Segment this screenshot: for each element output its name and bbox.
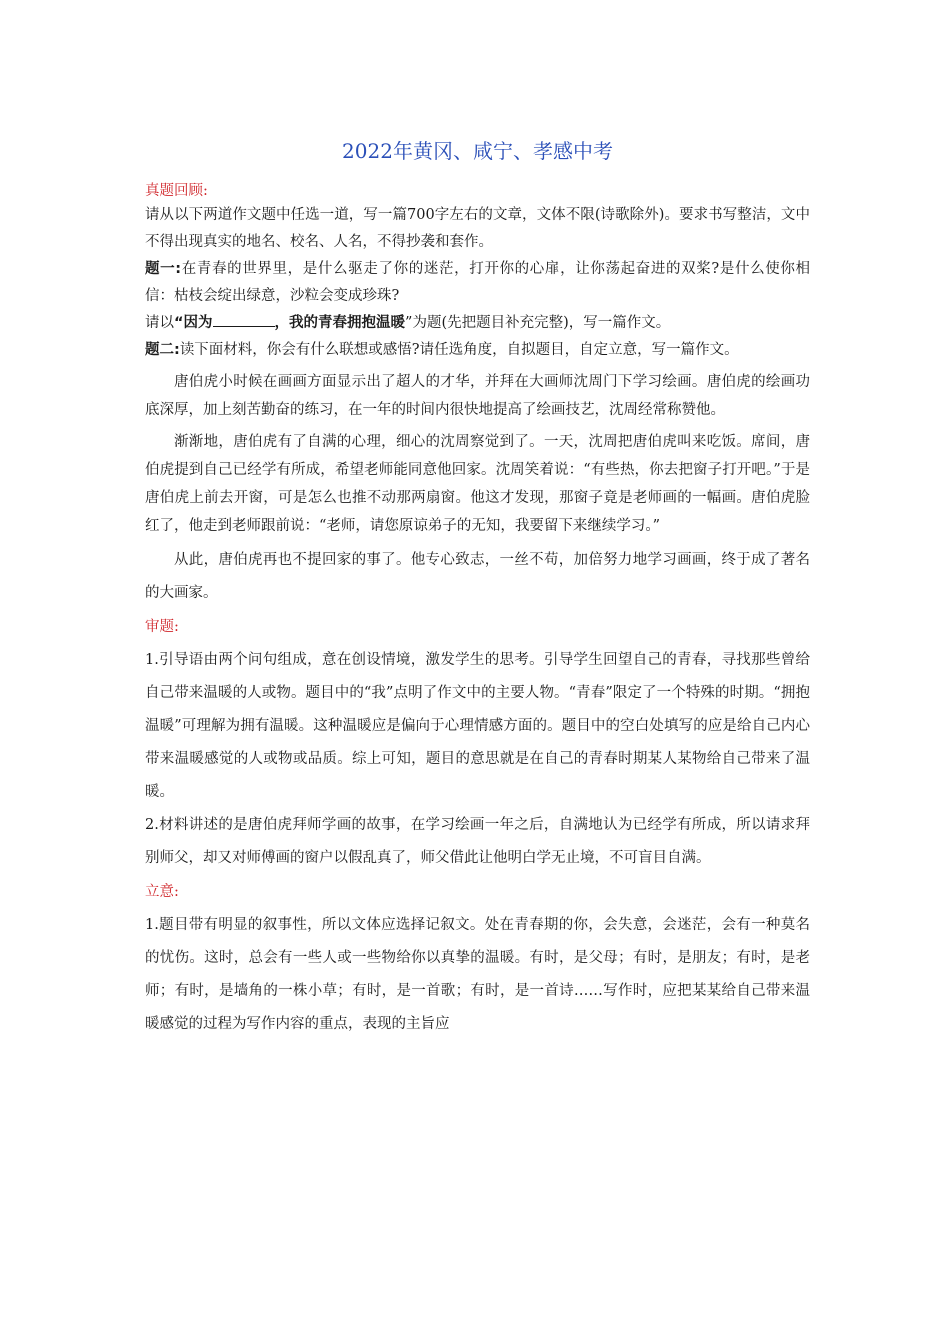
analysis-number: 1. — [145, 652, 159, 668]
intent-number: 1. — [145, 917, 159, 933]
analysis-text: 引导语由两个问句组成，意在创设情境，激发学生的思考。引导学生回望自己的青春，寻找那些曾给自己带来温暖的人或物。题目中的“我”点明了作文中的主要人物。“青春”限定了一个特殊的时期。“拥抱温暖”可理解为拥有温暖。这种温暖应是偏向于心理情感方面的。题目中的空白处填写的应是给自己内心带来温暖感觉的人或物或品质。综上可知，题目的意思就是在自己的青春时期某人某物给自己带来了温暖。 — [145, 652, 810, 800]
page-title: 2022年黄冈、咸宁、孝感中考 — [342, 139, 613, 163]
analysis-text: 材料讲述的是唐伯虎拜师学画的故事，在学习绘画一年之后，自满地认为已经学有所成，所以请求拜别师父，却又对师傅画的窗户以假乱真了，师父借此让他明白学无止境，不可盲目自满。 — [145, 817, 810, 866]
instruction-suffix: ”为题(先把题目补充完整)，写一篇作文。 — [405, 315, 671, 331]
intent-text: 题目带有明显的叙事性，所以文体应选择记叙文。处在青春期的你，会失意，会迷茫，会有一种莫名的忧伤。这时，总会有一些人或一些物给你以真挚的温暖。有时，是父母；有时，是朋友；有时，是老师；有时，是墙角的一株小草；有时，是一首歌；有时，是一首诗……写作时，应把某某给自己带来温暖感觉的过程为写作内容的重点，表现的主旨应 — [145, 917, 810, 1032]
intent-item — [145, 909, 810, 1041]
analysis-item — [145, 809, 810, 875]
instruction-prefix: 请以 — [145, 315, 174, 331]
topic-one-text: 在青春的世界里，是什么驱走了你的迷茫，打开你的心扉，让你荡起奋进的双桨?是什么使你相信：枯枝会绽出绿意，沙粒会变成珍珠? — [145, 261, 810, 304]
title-blank-line — [213, 314, 275, 327]
topic-one-label: 题一: — [145, 261, 182, 277]
story-paragraph: 渐渐地，唐伯虎有了自满的心理，细心的沈周察觉到了。一天，沈周把唐伯虎叫来吃饭。席间，唐伯虎提到自己已经学有所成，希望老师能同意他回家。沈周笑着说：“有些热，你去把窗子打开吧。”于是唐伯虎上前去开窗，可是怎么也推不动那两扇窗。他这才发现，那窗子竟是老师画的一幅画。唐伯虎脸红了，他走到老师跟前说：“老师，请您原谅弟子的无知，我要留下来继续学习。” — [145, 434, 810, 534]
topic-two-label: 题二: — [145, 342, 180, 358]
document-body — [145, 136, 810, 1041]
topic-two-paragraph — [145, 337, 810, 364]
instruction-title-start: “因为 — [174, 315, 213, 331]
topic-one-instruction — [145, 310, 810, 337]
intro-paragraph: 请从以下两道作文题中任选一道，写一篇700字左右的文章，文体不限(诗歌除外)。要求书写整洁，文中不得出现真实的地名、校名、人名，不得抄袭和套作。 — [145, 207, 810, 250]
section-label-review: 真题回顾: — [145, 183, 208, 199]
story-paragraph: 从此，唐伯虎再也不提回家的事了。他专心致志，一丝不苟，加倍努力地学习画画，终于成了著名的大画家。 — [145, 552, 810, 601]
instruction-title-end: ，我的青春拥抱温暖 — [274, 315, 406, 331]
story-paragraph: 唐伯虎小时候在画画方面显示出了超人的才华，并拜在大画师沈周门下学习绘画。唐伯虎的绘画功底深厚，加上刻苦勤奋的练习，在一年的时间内很快地提高了绘画技艺，沈周经常称赞他。 — [145, 374, 810, 418]
analysis-item — [145, 644, 810, 809]
section-label-analysis: 审题: — [145, 619, 179, 635]
section-label-intent: 立意: — [145, 884, 179, 900]
topic-two-text: 读下面材料，你会有什么联想或感悟?请任选角度，自拟题目，自定立意，写一篇作文。 — [179, 342, 739, 358]
topic-one-paragraph — [145, 256, 810, 310]
analysis-number: 2. — [145, 817, 159, 833]
